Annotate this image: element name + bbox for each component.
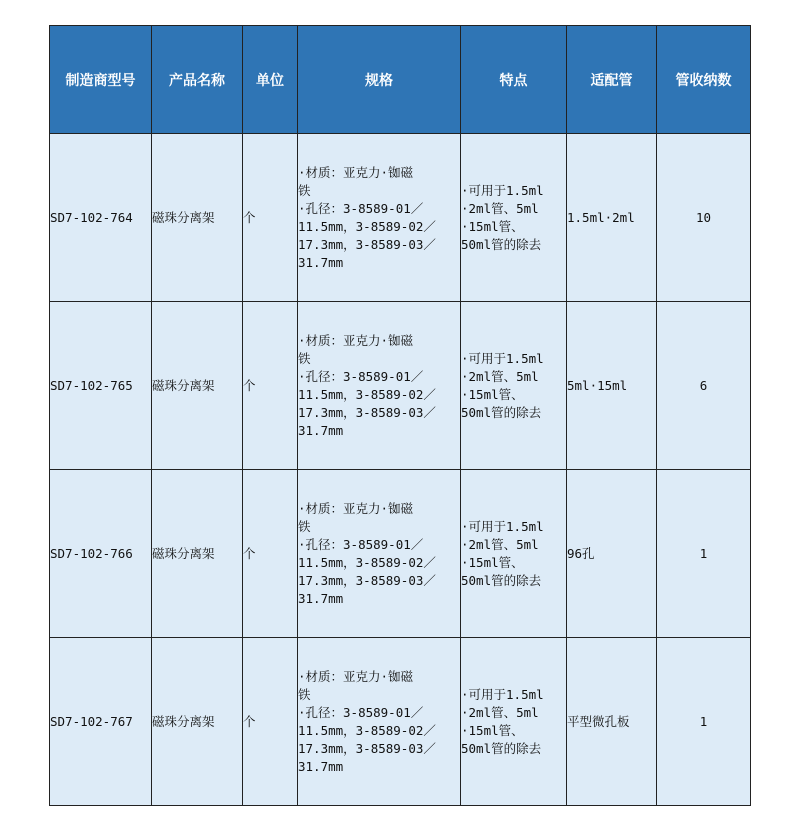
spec-line: ·孔径：3-8589-01／ (298, 200, 424, 216)
cell-model: SD7-102-767 (50, 638, 152, 806)
spec-line: 31.7mm (298, 422, 344, 438)
cell-features (461, 134, 567, 302)
feature-line: ·15ml管、 (461, 554, 524, 570)
header-unit: 单位 (243, 26, 298, 134)
spec-line: ·材质：亚克力·铷磁 (298, 164, 414, 180)
spec-line: 11.5mm，3-8589-02／ (298, 218, 436, 234)
feature-line: 50ml管的除去 (461, 404, 542, 420)
feature-line: 50ml管的除去 (461, 572, 542, 588)
header-features: 特点 (461, 26, 567, 134)
spec-line: ·材质：亚克力·铷磁 (298, 332, 414, 348)
table-row (50, 134, 751, 302)
cell-model: SD7-102-766 (50, 470, 152, 638)
cell-model: SD7-102-765 (50, 302, 152, 470)
cell-features (461, 470, 567, 638)
cell-features (461, 302, 567, 470)
feature-line: ·15ml管、 (461, 218, 524, 234)
spec-line: 11.5mm，3-8589-02／ (298, 722, 436, 738)
cell-capacity: 1 (657, 638, 751, 806)
cell-compatible-tube: 5ml·15ml (567, 302, 657, 470)
cell-product-name: 磁珠分离架 (152, 638, 243, 806)
table-row (50, 302, 751, 470)
spec-line: ·材质：亚克力·铷磁 (298, 668, 414, 684)
spec-line: 31.7mm (298, 254, 344, 270)
feature-line: ·2ml管、5ml (461, 200, 539, 216)
feature-line: ·可用于1.5ml (461, 350, 544, 366)
cell-capacity: 6 (657, 302, 751, 470)
header-capacity: 管收纳数 (657, 26, 751, 134)
spec-line: 31.7mm (298, 590, 344, 606)
cell-unit: 个 (243, 638, 298, 806)
header-compatible-tube: 适配管 (567, 26, 657, 134)
feature-line: ·2ml管、5ml (461, 368, 539, 384)
spec-line: 铁 (298, 350, 311, 366)
cell-spec (298, 638, 461, 806)
spec-line: 铁 (298, 518, 311, 534)
cell-unit: 个 (243, 470, 298, 638)
cell-compatible-tube: 平型微孔板 (567, 638, 657, 806)
cell-spec (298, 470, 461, 638)
spec-line: 31.7mm (298, 758, 344, 774)
spec-line: 11.5mm，3-8589-02／ (298, 554, 436, 570)
cell-unit: 个 (243, 134, 298, 302)
feature-line: ·15ml管、 (461, 386, 524, 402)
spec-line: 铁 (298, 686, 311, 702)
feature-line: ·可用于1.5ml (461, 182, 544, 198)
feature-line: ·2ml管、5ml (461, 536, 539, 552)
table-row (50, 638, 751, 806)
feature-line: 50ml管的除去 (461, 236, 542, 252)
feature-line: ·可用于1.5ml (461, 518, 544, 534)
header-product-name: 产品名称 (152, 26, 243, 134)
header-model: 制造商型号 (50, 26, 152, 134)
cell-product-name: 磁珠分离架 (152, 302, 243, 470)
spec-line: 铁 (298, 182, 311, 198)
spec-line: 11.5mm，3-8589-02／ (298, 386, 436, 402)
cell-spec (298, 302, 461, 470)
cell-product-name: 磁珠分离架 (152, 470, 243, 638)
cell-product-name: 磁珠分离架 (152, 134, 243, 302)
product-spec-table (49, 25, 751, 806)
header-spec: 规格 (298, 26, 461, 134)
spec-line: 17.3mm，3-8589-03／ (298, 572, 436, 588)
feature-line: ·2ml管、5ml (461, 704, 539, 720)
feature-line: ·可用于1.5ml (461, 686, 544, 702)
spec-line: 17.3mm，3-8589-03／ (298, 740, 436, 756)
spec-line: ·孔径：3-8589-01／ (298, 536, 424, 552)
cell-model: SD7-102-764 (50, 134, 152, 302)
cell-compatible-tube: 96孔 (567, 470, 657, 638)
cell-capacity: 1 (657, 470, 751, 638)
header-row (50, 26, 751, 134)
cell-capacity: 10 (657, 134, 751, 302)
feature-line: 50ml管的除去 (461, 740, 542, 756)
spec-line: ·孔径：3-8589-01／ (298, 704, 424, 720)
spec-line: ·孔径：3-8589-01／ (298, 368, 424, 384)
cell-spec (298, 134, 461, 302)
cell-unit: 个 (243, 302, 298, 470)
feature-line: ·15ml管、 (461, 722, 524, 738)
spec-line: ·材质：亚克力·铷磁 (298, 500, 414, 516)
cell-compatible-tube: 1.5ml·2ml (567, 134, 657, 302)
spec-line: 17.3mm，3-8589-03／ (298, 404, 436, 420)
cell-features (461, 638, 567, 806)
table-body (50, 134, 751, 806)
table-row (50, 470, 751, 638)
spec-line: 17.3mm，3-8589-03／ (298, 236, 436, 252)
